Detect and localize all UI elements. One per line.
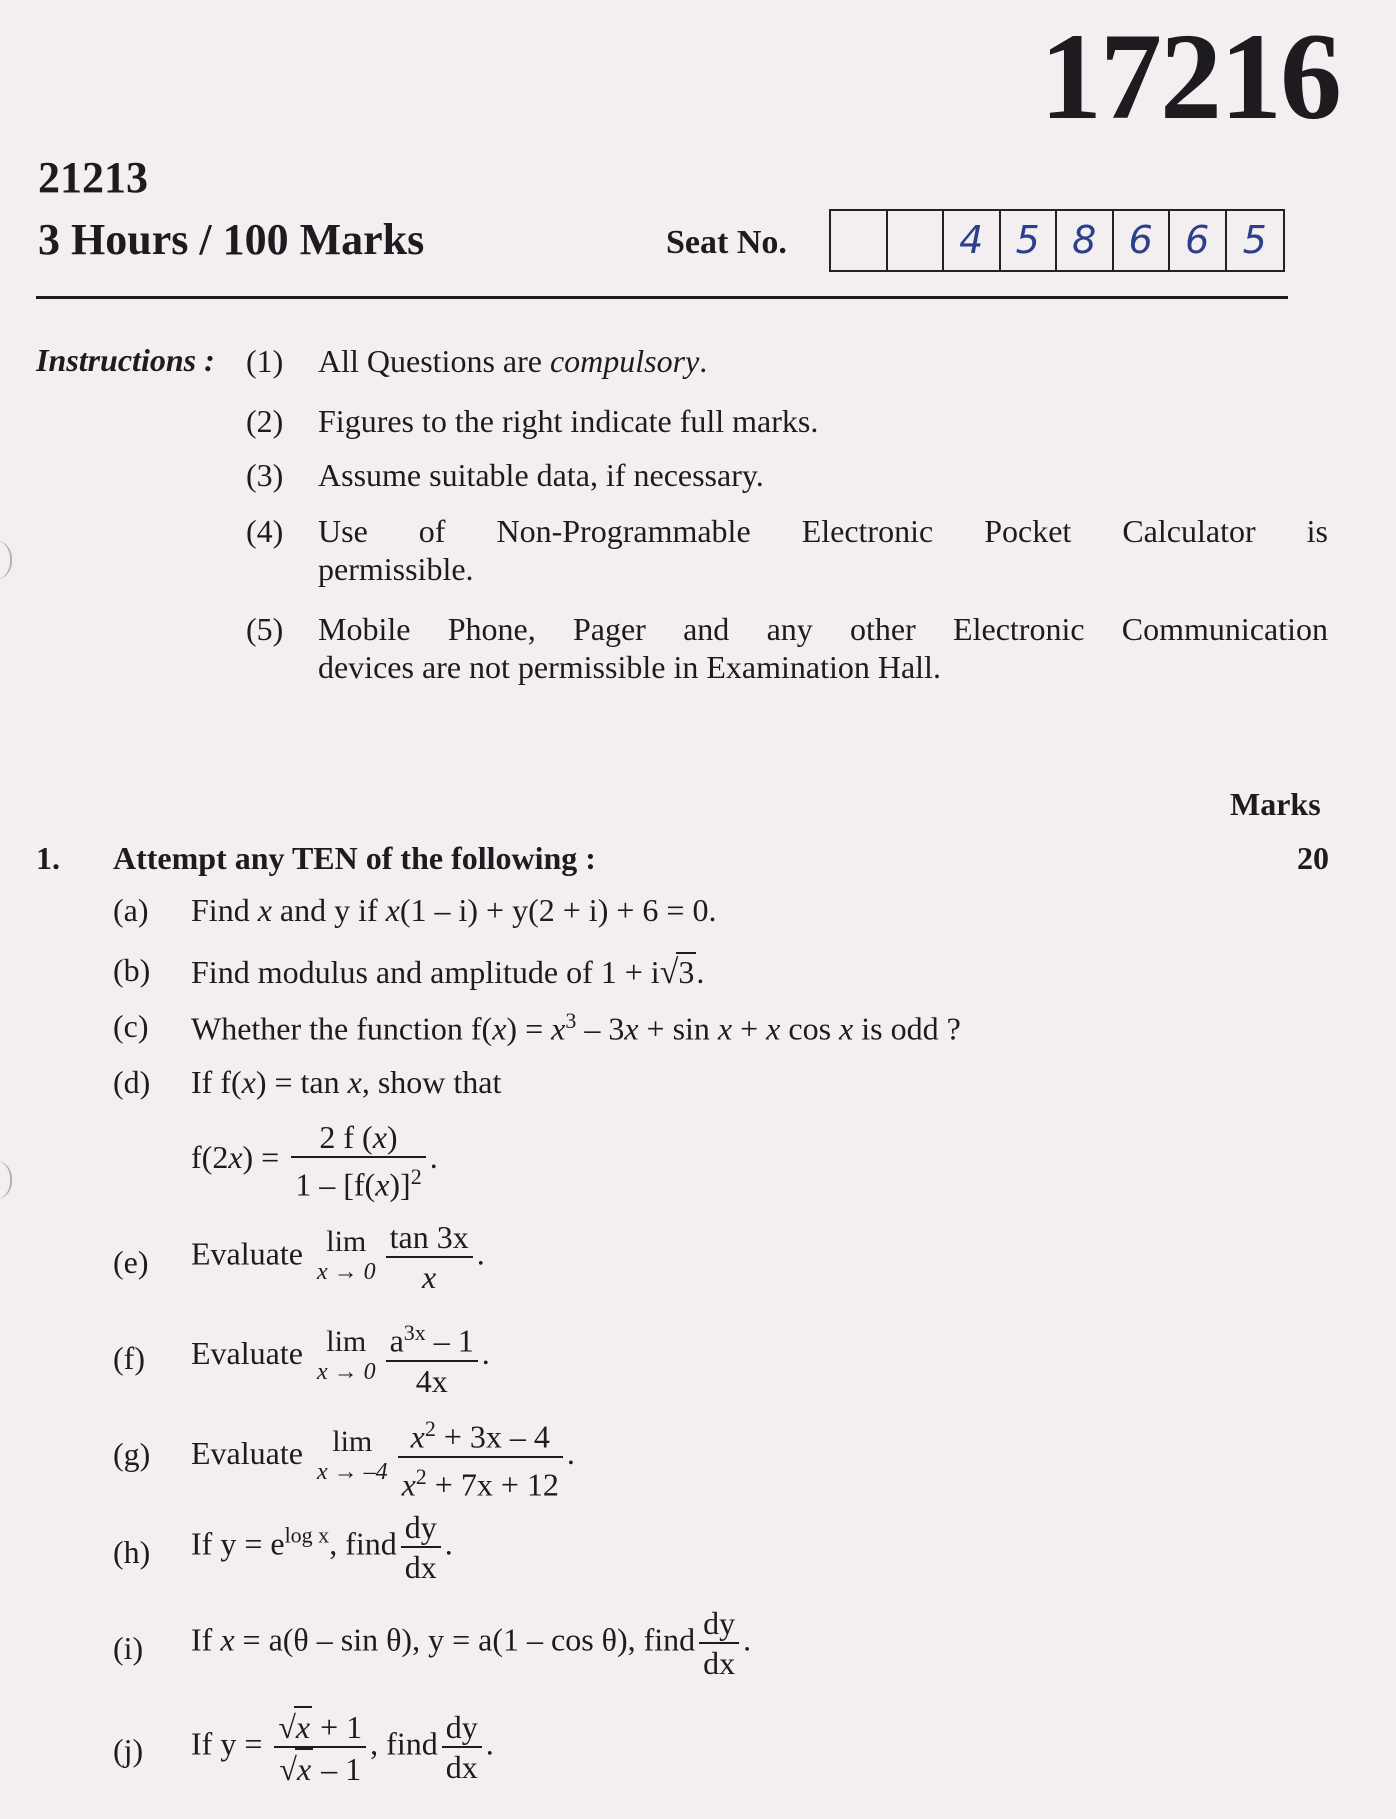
sub-question-text: Find modulus and amplitude of 1 + i√3. [191, 954, 705, 991]
instruction-item [246, 342, 1336, 382]
sub-question-text: Whether the function $f(x) = x^3 - 3x + \sin x + x$ cos x is odd ? [191, 1008, 961, 1047]
seat-digit-box[interactable] [888, 211, 945, 270]
sub-question-label: (e) [113, 1244, 149, 1280]
fraction: $\frac{\tan 3x}{x}$ [386, 1218, 473, 1296]
fraction: $\frac{dy}{dx}$ [401, 1508, 441, 1586]
sub-question-text: If x = a(θ – sin θ), y = a(1 – cos θ), find $\frac{dy}{dx}$ . [191, 1605, 752, 1681]
instruction-number: (2) [246, 403, 284, 439]
marks-heading: Marks [1230, 786, 1321, 822]
seat-digit-box[interactable]: 6 [1114, 211, 1171, 270]
seat-digit-box[interactable]: 5 [1242, 218, 1267, 262]
sub-question-label: (j) [113, 1732, 144, 1768]
instruction-text: All Questions are compulsory. [318, 343, 708, 379]
limit: lim x → –4 [316, 1424, 388, 1485]
paper-code-large: 17216 [1040, 8, 1340, 145]
fraction: $\frac{2 f (x)}{1 - [f(x)]^2}$ [291, 1118, 425, 1204]
question-number: 1. [36, 840, 60, 876]
fraction: $\frac{x^2 + 3x - 4}{x^2 + 7x + 12}$ [398, 1410, 563, 1503]
punch-hole [0, 1160, 12, 1200]
seat-digit-box[interactable]: 4 [944, 211, 1001, 270]
sub-question-text: If $y = e^{log x}$, find $\frac{dy}{dx}$ . [191, 1509, 453, 1585]
instruction-number: (1) [246, 343, 284, 379]
seat-digit-box[interactable] [831, 211, 888, 270]
question-marks: 20 [1297, 840, 1329, 876]
sub-question-label: (f) [113, 1340, 145, 1376]
instruction-item [246, 512, 1336, 592]
sub-question-label: (g) [113, 1436, 151, 1472]
sub-question-label: (i) [113, 1630, 144, 1666]
seat-digit-box[interactable]: 8 [1057, 211, 1114, 270]
instruction-text: Assume suitable data, if necessary. [318, 457, 764, 493]
fraction: $\frac{dy}{dx}$ [442, 1708, 482, 1786]
punch-hole [0, 540, 12, 580]
instruction-number: (5) [246, 611, 284, 647]
sub-question-label: (c) [113, 1008, 149, 1044]
formula: f(2x) = $\frac{2 f (x)}{1 - [f(x)]^2}$ . [191, 1119, 438, 1203]
question-title: Attempt any TEN of the following : [113, 840, 596, 876]
duration-marks: 3 Hours / 100 Marks [38, 215, 425, 264]
seat-label: Seat No. [666, 224, 787, 261]
sub-question-label: (h) [113, 1534, 151, 1570]
sub-question-text: Evaluate lim x → 0 $\frac{a^{3x} - 1}{4x}$ . [191, 1314, 490, 1400]
show-through-text [60, 4, 67, 36]
seat-number-boxes [829, 209, 1285, 272]
instruction-number: (4) [246, 513, 284, 549]
instruction-text: Mobile Phone, Pager and any other Electronic Communication devices are not permissible in Examination Hall. [318, 611, 1328, 685]
seat-digit-box[interactable]: 5 [1001, 211, 1058, 270]
fraction: $\frac{dy}{dx}$ [699, 1604, 739, 1682]
instruction-item [246, 456, 1336, 496]
sub-question-label: (d) [113, 1064, 151, 1100]
instruction-item [246, 402, 1336, 442]
sub-question-text: If f(x) = tan x, show that [191, 1064, 502, 1100]
instructions-label: Instructions : [36, 342, 215, 378]
seat-digit-box[interactable]: 6 [1170, 211, 1227, 270]
instruction-text: Use of Non-Programmable Electronic Pocket Calculator is permissible. [318, 513, 1328, 587]
sub-question-text: Find x and y if x(1 – i) + y(2 + i) + 6 = 0. [191, 892, 717, 928]
instruction-item [246, 610, 1336, 690]
fraction: $\frac{√x + 1}{√x - 1}$ [274, 1706, 366, 1788]
sub-question-text: Evaluate lim x → –4 $\frac{x^2 + 3x - 4}{x^2 + 7x + 12}$ . [191, 1410, 575, 1503]
sub-question-text: Evaluate lim x → 0 $\frac{\tan 3x}{x}$ . [191, 1219, 485, 1295]
fraction: $\frac{a^{3x} - 1}{4x}$ [386, 1314, 478, 1400]
instruction-number: (3) [246, 457, 284, 493]
limit: lim x → 0 [316, 1324, 376, 1385]
header-divider [36, 296, 1288, 299]
paper-code: 21213 [38, 153, 148, 202]
instruction-text: Figures to the right indicate full marks. [318, 403, 819, 439]
sub-question-label: (a) [113, 892, 149, 928]
limit: lim x → 0 [316, 1225, 376, 1285]
sub-question-label: (b) [113, 952, 151, 988]
sub-question-text: If y = $\frac{√x + 1}{√x - 1}$ , find $\frac{dy}{dx}$ . [191, 1706, 494, 1788]
